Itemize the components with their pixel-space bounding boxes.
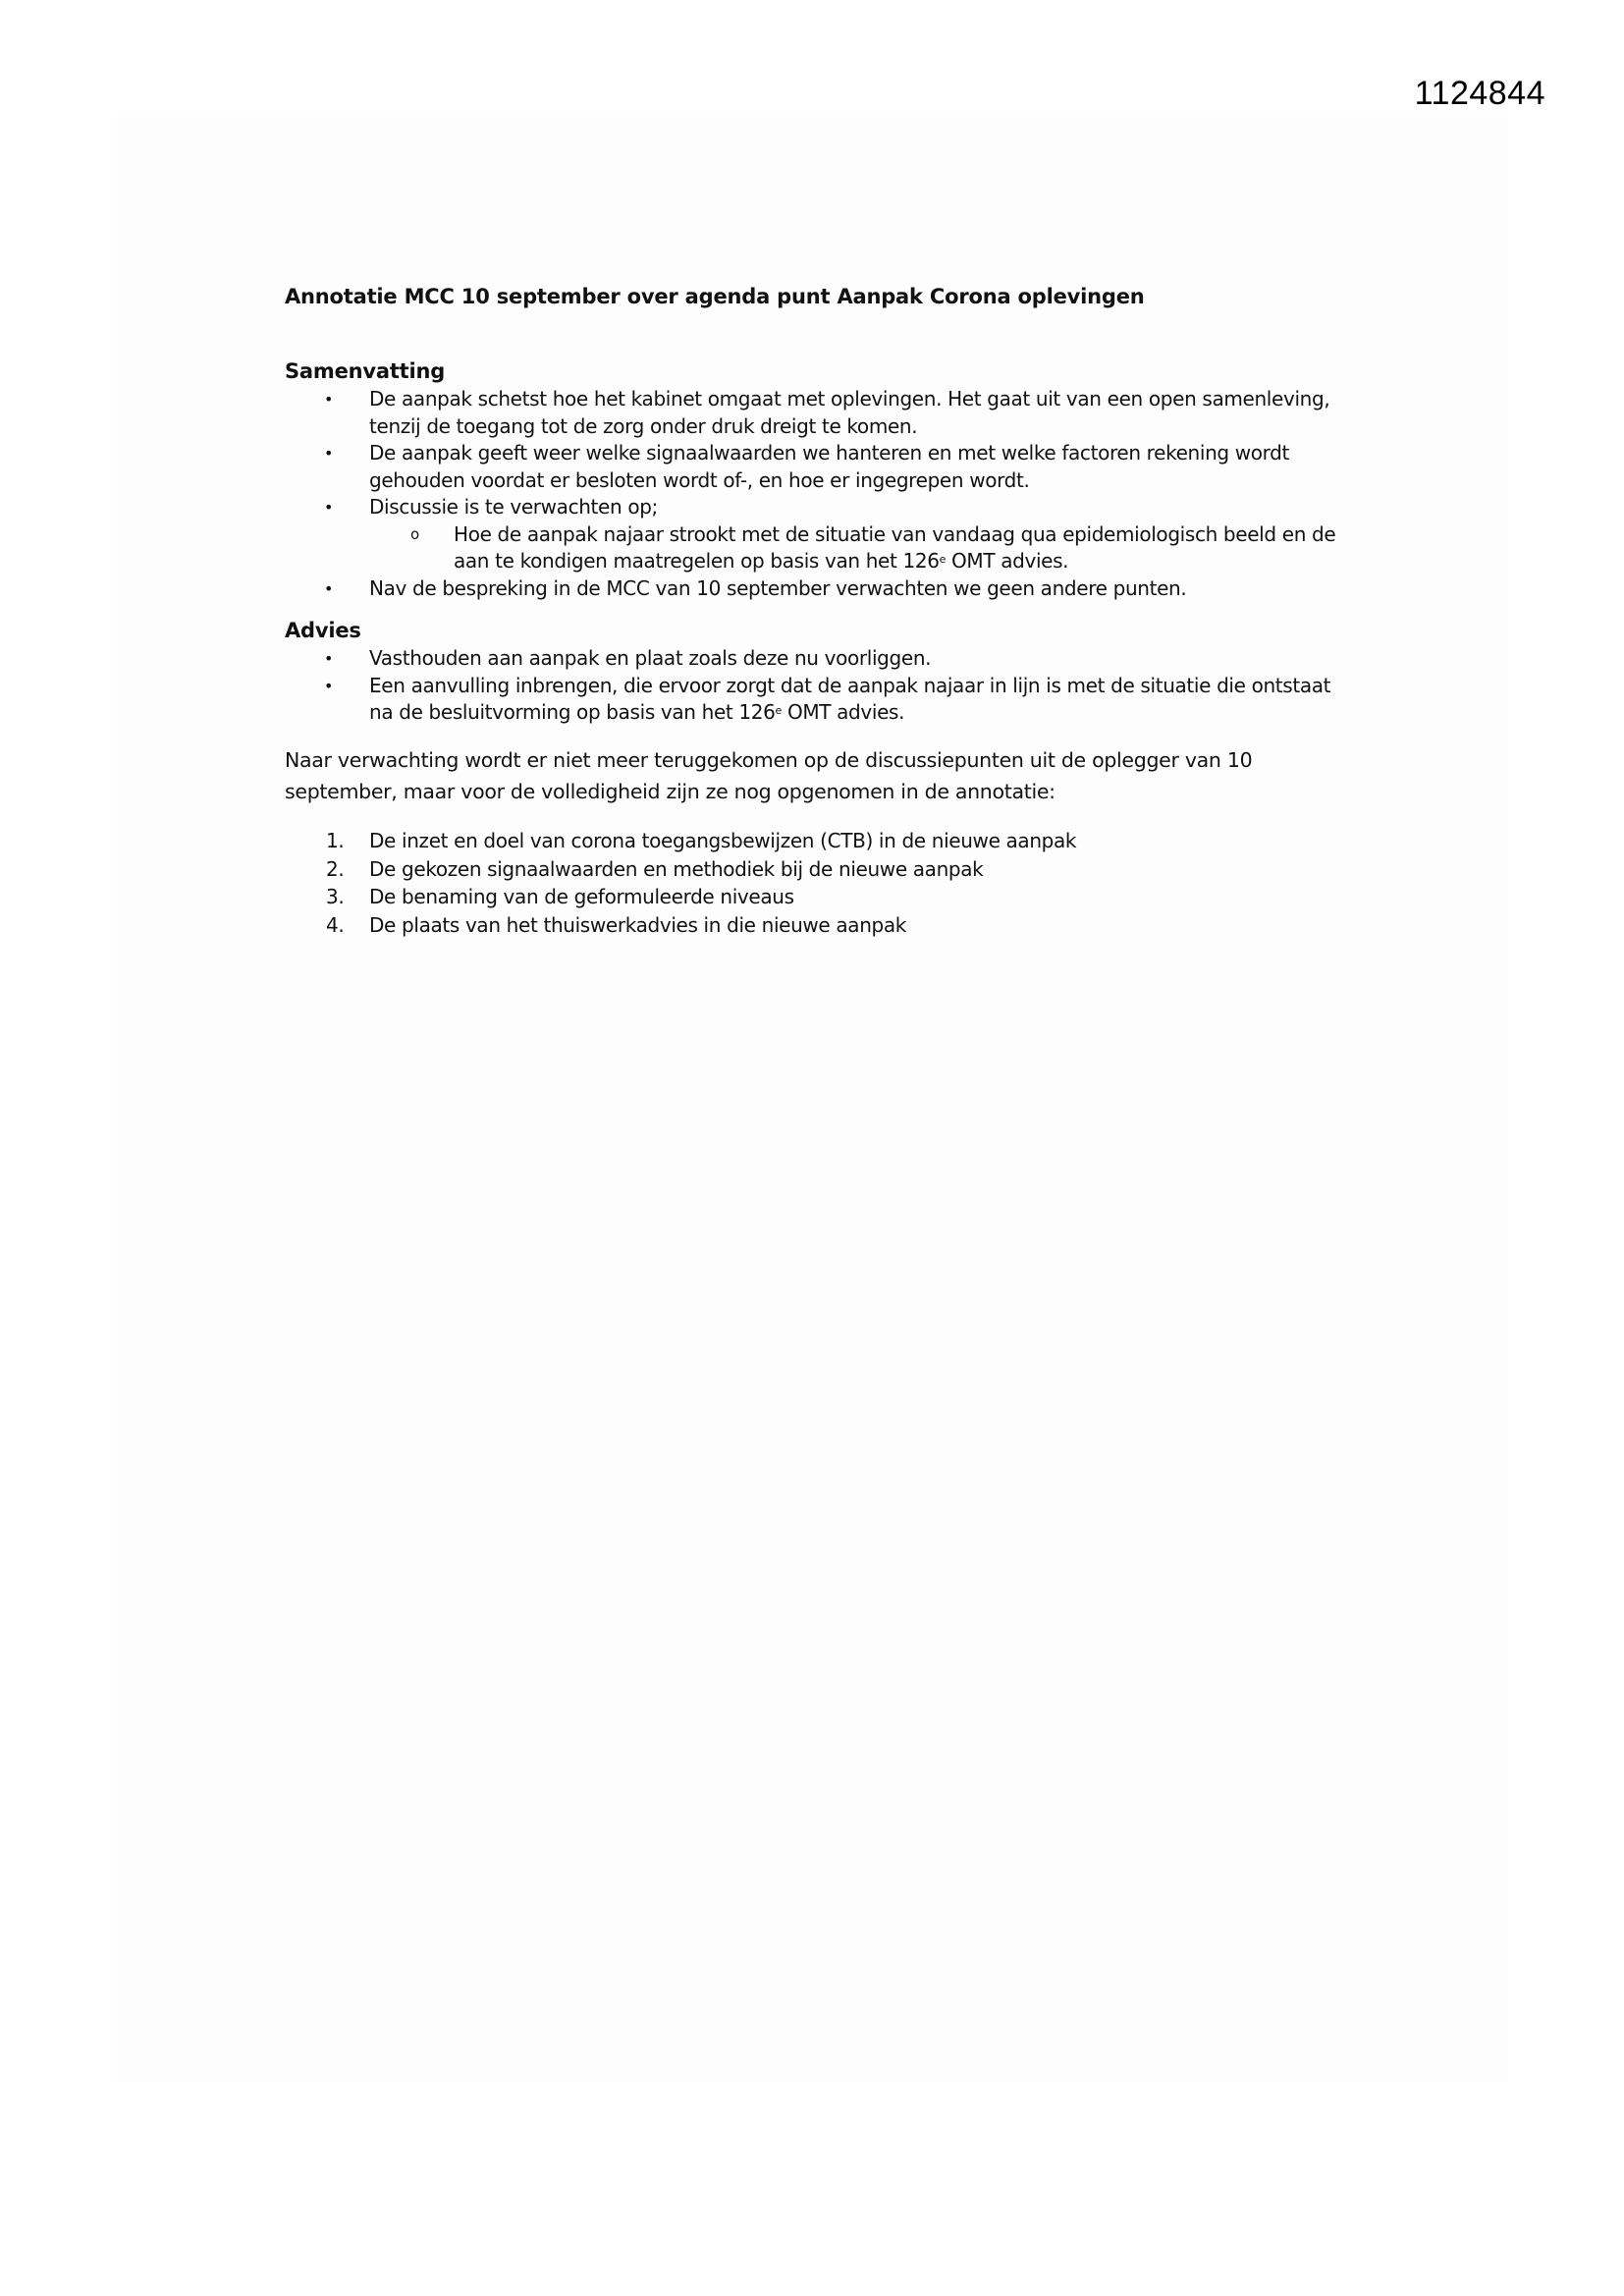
item-number: 2. [326, 856, 345, 881]
list-item [285, 575, 1345, 603]
list-item [285, 494, 1345, 575]
list-item-text: Vasthouden aan aanpak en plaat zoals deze nu voorliggen. [369, 646, 932, 670]
list-item-text: De aanpak geeft weer welke signaalwaarden we hanteren en met welke factoren rekening wordt gehouden voordat er besloten wordt of-, en hoe er ingegrepen wordt. [369, 441, 1290, 492]
numbered-item [285, 827, 1345, 855]
heading-advies: Advies [285, 619, 361, 642]
numbered-item-text: De inzet en doel van corona toegangsbewijzen (CTB) in de nieuwe aanpak [369, 829, 1077, 852]
numbered-item-text: De benaming van de geformuleerde niveaus [369, 885, 794, 908]
discussion-points-list [285, 827, 1345, 939]
bullet-icon: • [324, 498, 334, 517]
ordinal-superscript: e [775, 704, 782, 717]
numbered-item [285, 883, 1345, 911]
list-item-text: Nav de bespreking in de MCC van 10 september verwachten we geen andere punten. [369, 575, 1187, 600]
bullet-icon: • [324, 444, 334, 463]
list-item [285, 645, 1345, 673]
text-segment: OMT advies. [781, 700, 905, 724]
document-title: Annotatie MCC 10 september over agenda punt Aanpak Corona oplevingen [285, 285, 1145, 308]
bullet-icon: • [324, 390, 334, 409]
numbered-item [285, 911, 1345, 940]
document-body [285, 282, 1345, 939]
document-id: 1124844 [1414, 75, 1545, 112]
list-item-text: Discussie is te verwachten op; [369, 495, 658, 519]
body-paragraph: Naar verwachting wordt er niet meer teruggekomen op de discussiepunten uit de oplegger van 10 september, maar voor de volledigheid zijn ze nog opgenomen in de annotatie: [285, 747, 1253, 803]
bullet-icon: • [324, 649, 334, 668]
sub-list-item-text [454, 522, 1335, 574]
text-segment: Een aanvulling inbrengen, die ervoor zorgt dat de aanpak najaar in lijn is met de situatie die ontstaat na de besluitvorming op basis van het 126 [369, 673, 1331, 724]
sub-list-item [369, 521, 1345, 575]
bullet-icon: • [324, 676, 334, 695]
list-item [285, 386, 1345, 440]
list-item [285, 440, 1345, 494]
heading-samenvatting: Samenvatting [285, 359, 446, 383]
list-item-text [369, 674, 1330, 725]
item-number: 4. [326, 912, 345, 937]
item-number: 3. [326, 885, 345, 908]
item-number: 1. [326, 829, 345, 852]
numbered-item-text: De gekozen signaalwaarden en methodiek bij de nieuwe aanpak [369, 856, 984, 881]
hollow-bullet-icon: o [410, 524, 419, 543]
bullet-icon: • [324, 578, 334, 598]
numbered-item [285, 855, 1345, 884]
numbered-item-text: De plaats van het thuiswerkadvies in die nieuwe aanpak [369, 912, 907, 937]
ordinal-superscript: e [939, 553, 947, 566]
text-segment: Hoe de aanpak najaar strookt met de situatie van vandaag qua epidemiologisch beeld en de aan te kondigen maatregelen op basis van het 126 [454, 521, 1336, 573]
list-item [285, 673, 1345, 727]
advies-list [285, 645, 1345, 727]
samenvatting-list [285, 386, 1345, 602]
text-segment: OMT advies. [946, 549, 1069, 573]
discussion-sublist [369, 521, 1345, 575]
list-item-text: De aanpak schetst hoe het kabinet omgaat met oplevingen. Het gaat uit van een open samenleving, tenzij de toegang tot de zorg onder druk dreigt te komen. [369, 387, 1330, 438]
